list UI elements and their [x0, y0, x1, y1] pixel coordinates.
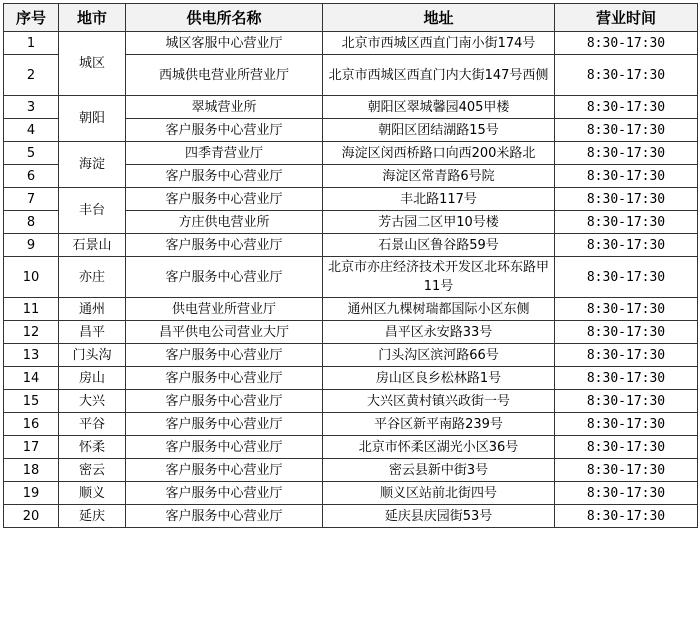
- header-row: [4, 4, 698, 32]
- address: 北京市怀柔区湖光小区36号: [323, 436, 555, 459]
- table-row: [4, 32, 698, 55]
- row-index: 9: [4, 234, 59, 257]
- hall-name: 客户服务中心营业厅: [126, 257, 323, 298]
- table-row: [4, 413, 698, 436]
- hall-name: 客户服务中心营业厅: [126, 234, 323, 257]
- row-index: 7: [4, 188, 59, 211]
- hall-name: 供电营业所营业厅: [126, 298, 323, 321]
- table-row: [4, 482, 698, 505]
- hall-name: 客户服务中心营业厅: [126, 344, 323, 367]
- business-hours: 8:30-17:30: [555, 367, 698, 390]
- city-cell: 延庆: [59, 505, 126, 528]
- table-row: [4, 459, 698, 482]
- business-hours: 8:30-17:30: [555, 257, 698, 298]
- business-hours: 8:30-17:30: [555, 298, 698, 321]
- hall-name: 城区客服中心营业厅: [126, 32, 323, 55]
- address: 通州区九棵树瑞都国际小区东侧: [323, 298, 555, 321]
- row-index: 15: [4, 390, 59, 413]
- table-row: [4, 436, 698, 459]
- table-row: [4, 142, 698, 165]
- business-hours: 8:30-17:30: [555, 188, 698, 211]
- hall-name: 客户服务中心营业厅: [126, 165, 323, 188]
- address: 顺义区站前北街四号: [323, 482, 555, 505]
- hall-name: 方庄供电营业所: [126, 211, 323, 234]
- table-row: [4, 257, 698, 298]
- business-hours: 8:30-17:30: [555, 436, 698, 459]
- table-row: [4, 367, 698, 390]
- hall-name: 客户服务中心营业厅: [126, 459, 323, 482]
- address: 平谷区新平南路239号: [323, 413, 555, 436]
- city-cell: 石景山: [59, 234, 126, 257]
- address: 门头沟区滨河路66号: [323, 344, 555, 367]
- row-index: 17: [4, 436, 59, 459]
- hall-name: 客户服务中心营业厅: [126, 482, 323, 505]
- header-hours: 营业时间: [555, 4, 698, 32]
- city-cell: 朝阳: [59, 96, 126, 142]
- hall-name: 客户服务中心营业厅: [126, 367, 323, 390]
- business-hours: 8:30-17:30: [555, 55, 698, 96]
- business-hours: 8:30-17:30: [555, 142, 698, 165]
- city-cell: 平谷: [59, 413, 126, 436]
- row-index: 14: [4, 367, 59, 390]
- business-hours: 8:30-17:30: [555, 413, 698, 436]
- hall-name: 客户服务中心营业厅: [126, 390, 323, 413]
- table-row: [4, 188, 698, 211]
- city-cell: 顺义: [59, 482, 126, 505]
- header-address: 地址: [323, 4, 555, 32]
- table-row: [4, 344, 698, 367]
- city-cell: 怀柔: [59, 436, 126, 459]
- table-row: [4, 298, 698, 321]
- address: 北京市西城区西直门内大街147号西侧: [323, 55, 555, 96]
- business-hours: 8:30-17:30: [555, 505, 698, 528]
- address: 房山区良乡松林路1号: [323, 367, 555, 390]
- address: 北京市西城区西直门南小街174号: [323, 32, 555, 55]
- address: 大兴区黄村镇兴政街一号: [323, 390, 555, 413]
- address: 芳古园二区甲10号楼: [323, 211, 555, 234]
- city-cell: 通州: [59, 298, 126, 321]
- address: 石景山区鲁谷路59号: [323, 234, 555, 257]
- row-index: 3: [4, 96, 59, 119]
- city-cell: 海淀: [59, 142, 126, 188]
- table-row: [4, 505, 698, 528]
- business-hours: 8:30-17:30: [555, 119, 698, 142]
- address: 丰北路117号: [323, 188, 555, 211]
- address: 密云县新中街3号: [323, 459, 555, 482]
- row-index: 19: [4, 482, 59, 505]
- hall-name: 西城供电营业所营业厅: [126, 55, 323, 96]
- business-hours: 8:30-17:30: [555, 321, 698, 344]
- business-hours: 8:30-17:30: [555, 482, 698, 505]
- row-index: 6: [4, 165, 59, 188]
- business-hours: 8:30-17:30: [555, 344, 698, 367]
- row-index: 1: [4, 32, 59, 55]
- row-index: 2: [4, 55, 59, 96]
- table-row: [4, 321, 698, 344]
- table-row: [4, 234, 698, 257]
- hall-name: 客户服务中心营业厅: [126, 119, 323, 142]
- address: 昌平区永安路33号: [323, 321, 555, 344]
- address: 朝阳区翠城馨园405甲楼: [323, 96, 555, 119]
- hall-name: 客户服务中心营业厅: [126, 436, 323, 459]
- city-cell: 密云: [59, 459, 126, 482]
- address: 延庆县庆园街53号: [323, 505, 555, 528]
- table-row: [4, 390, 698, 413]
- business-hours: 8:30-17:30: [555, 165, 698, 188]
- hall-name: 客户服务中心营业厅: [126, 188, 323, 211]
- address: 海淀区常青路6号院: [323, 165, 555, 188]
- row-index: 5: [4, 142, 59, 165]
- business-hours: 8:30-17:30: [555, 459, 698, 482]
- row-index: 13: [4, 344, 59, 367]
- row-index: 11: [4, 298, 59, 321]
- city-cell: 丰台: [59, 188, 126, 234]
- city-cell: 大兴: [59, 390, 126, 413]
- hall-name: 客户服务中心营业厅: [126, 505, 323, 528]
- business-hours: 8:30-17:30: [555, 211, 698, 234]
- row-index: 8: [4, 211, 59, 234]
- city-cell: 亦庄: [59, 257, 126, 298]
- row-index: 10: [4, 257, 59, 298]
- header-hall-name: 供电所名称: [126, 4, 323, 32]
- city-cell: 城区: [59, 32, 126, 96]
- city-cell: 昌平: [59, 321, 126, 344]
- business-hours: 8:30-17:30: [555, 96, 698, 119]
- row-index: 18: [4, 459, 59, 482]
- service-hall-table: [3, 3, 698, 528]
- city-cell: 房山: [59, 367, 126, 390]
- table-row: [4, 96, 698, 119]
- business-hours: 8:30-17:30: [555, 32, 698, 55]
- hall-name: 四季青营业厅: [126, 142, 323, 165]
- hall-name: 昌平供电公司营业大厅: [126, 321, 323, 344]
- hall-name: 客户服务中心营业厅: [126, 413, 323, 436]
- row-index: 4: [4, 119, 59, 142]
- row-index: 16: [4, 413, 59, 436]
- address: 海淀区闵西桥路口向西200米路北: [323, 142, 555, 165]
- header-index: 序号: [4, 4, 59, 32]
- address: 北京市亦庄经济技术开发区北环东路甲11号: [323, 257, 555, 298]
- header-city: 地市: [59, 4, 126, 32]
- row-index: 12: [4, 321, 59, 344]
- business-hours: 8:30-17:30: [555, 234, 698, 257]
- address: 朝阳区团结湖路15号: [323, 119, 555, 142]
- hall-name: 翠城营业所: [126, 96, 323, 119]
- business-hours: 8:30-17:30: [555, 390, 698, 413]
- city-cell: 门头沟: [59, 344, 126, 367]
- row-index: 20: [4, 505, 59, 528]
